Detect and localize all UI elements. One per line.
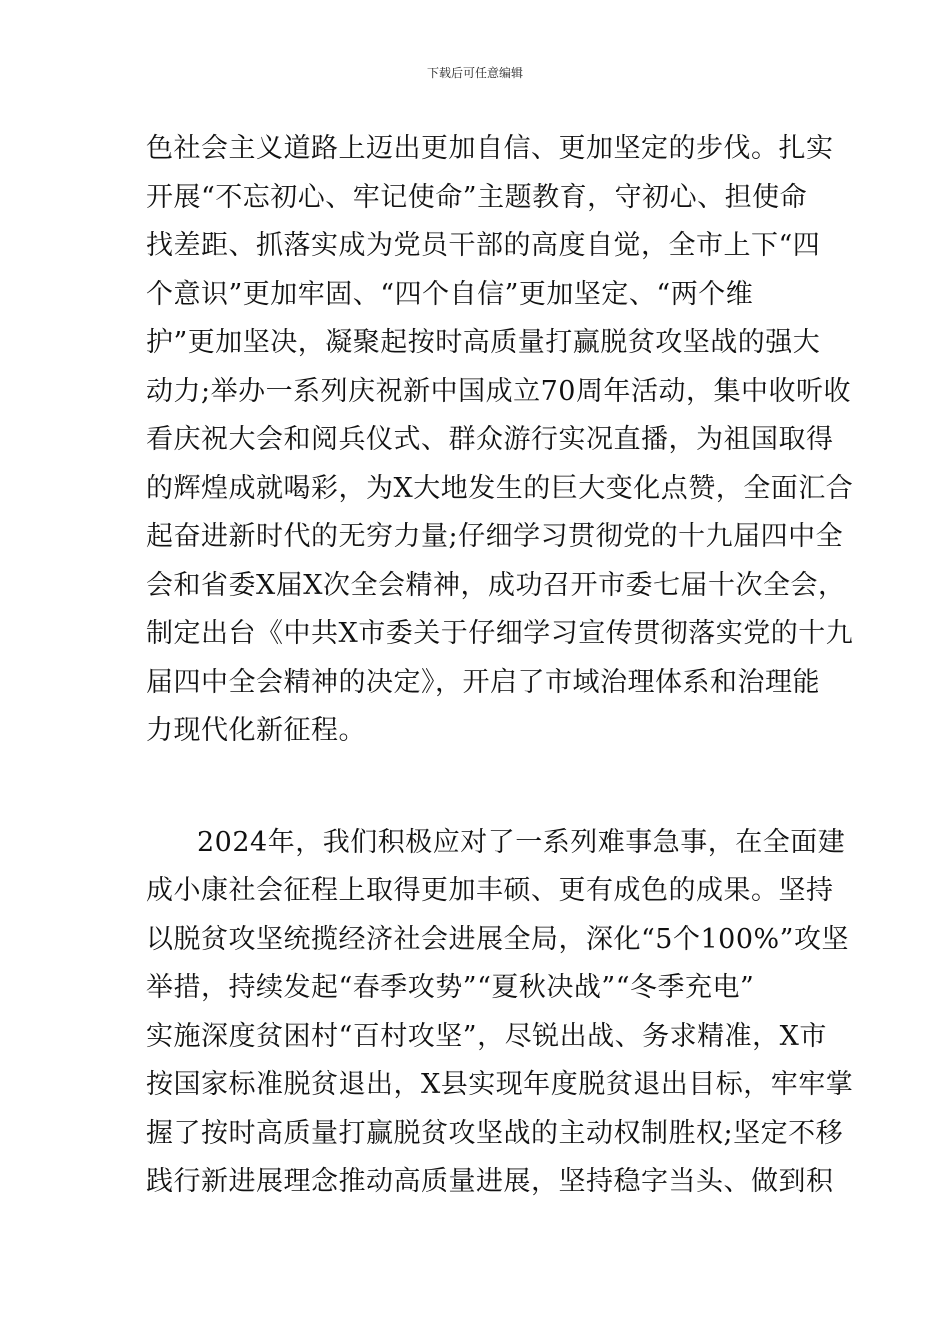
text-line: 看庆祝大会和阅兵仪式、群众游行实况直播，为祖国取得: [146, 424, 834, 455]
text-line: 按国家标准脱贫退出，X县实现年度脱贫退出目标，牢牢掌: [146, 1069, 854, 1100]
text-line: 举措，持续发起“春季攻势”“夏秋决战”“冬季充电”: [146, 972, 755, 1003]
text-line: 握了按时高质量打赢脱贫攻坚战的主动权制胜权;坚定不移: [146, 1117, 844, 1149]
text-line: 制定出台《中共X市委关于仔细学习宣传贯彻落实党的十九: [146, 618, 854, 649]
text-line: 2024年，我们积极应对了一系列难事急事，在全面建: [197, 826, 846, 858]
text-line: 以脱贫攻坚统揽经济社会进展全局，深化“5个100%”攻坚: [146, 923, 849, 955]
text-line: 会和省委X届X次全会精神，成功召开市委七届十次全会，: [146, 569, 846, 601]
text-line: 实施深度贫困村“百村攻坚”，尽锐出战、务求精准，X市: [146, 1020, 827, 1052]
paragraph-spacer: [146, 756, 810, 819]
text-line: 开展“不忘初心、牢记使命”主题教育，守初心、担使命: [146, 181, 808, 213]
text-line: 届四中全会精神的决定》，开启了市域治理体系和治理能: [146, 666, 820, 698]
text-line: 起奋进新时代的无穷力量;仔细学习贯彻党的十九届四中全: [146, 521, 844, 552]
text-line: 力现代化新征程。: [146, 715, 366, 746]
document-body: [146, 125, 854, 1207]
text-line: 践行新进展理念推动高质量进展，坚持稳字当头、做到积: [146, 1166, 834, 1197]
text-line: 找差距、抓落实成为党员干部的高度自觉，全市上下“四: [146, 230, 821, 261]
text-line: 动力;举办一系列庆祝新中国成立70周年活动，集中收听收: [146, 375, 851, 407]
text-line: 个意识”更加牢固、“四个自信”更加坚定、“两个维: [146, 278, 754, 310]
text-line: 护”更加坚决，凝聚起按时高质量打赢脱贫攻坚战的强大: [146, 327, 821, 358]
text-line: 的辉煌成就喝彩，为X大地发生的巨大变化点赞，全面汇合: [146, 472, 854, 504]
text-line: 成小康社会征程上取得更加丰硕、更有成色的成果。坚持: [146, 875, 834, 906]
page-header: 下载后可任意编辑: [426, 66, 523, 80]
paragraph-2: [146, 819, 854, 1207]
text-line: 色社会主义道路上迈出更加自信、更加坚定的步伐。扎实: [146, 133, 834, 164]
paragraph-1: [146, 125, 854, 756]
